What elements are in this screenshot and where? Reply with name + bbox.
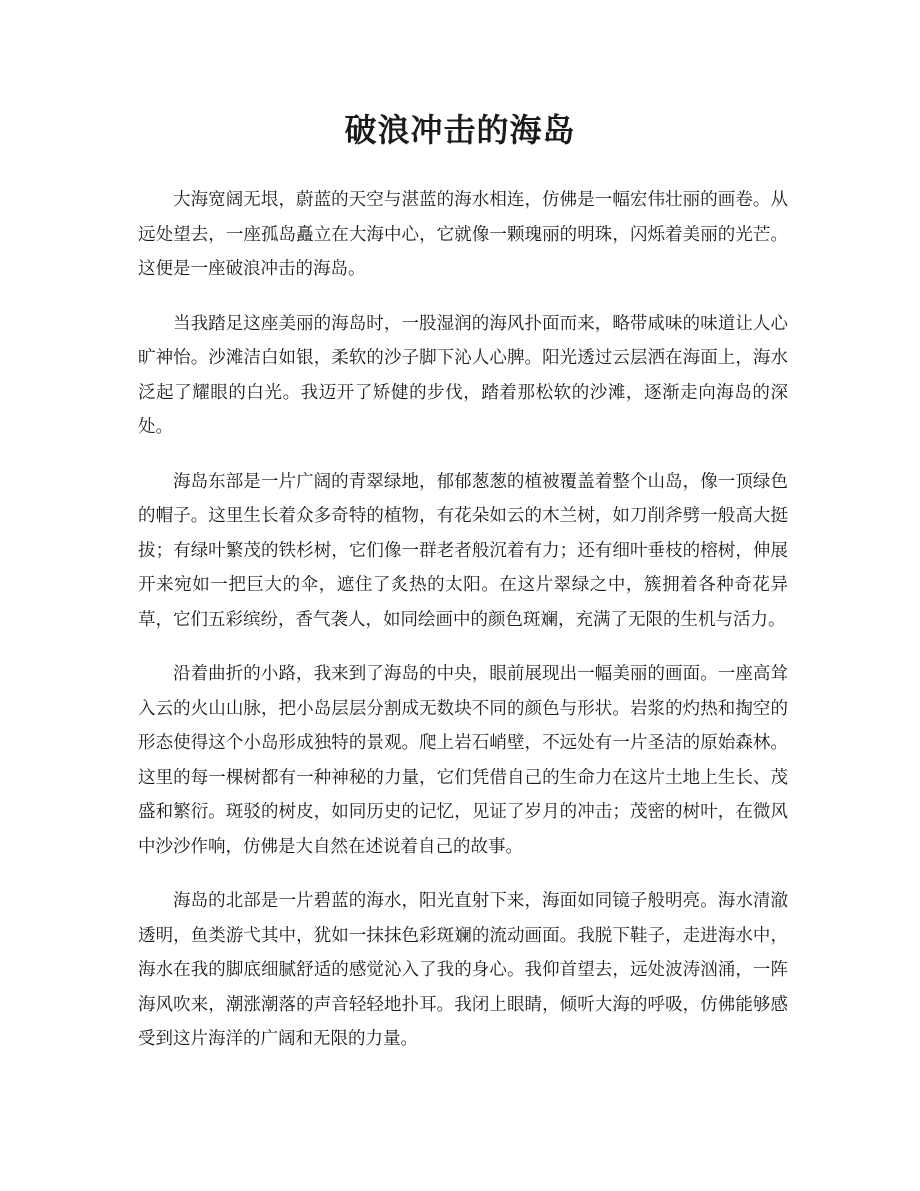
paragraph-4: 沿着曲折的小路，我来到了海岛的中央，眼前展现出一幅美丽的画面。一座高耸入云的火山山脉，把小岛层层分割成无数块不同的颜色与形状。岩浆的灼热和掏空的形态使得这个小岛形成独特的景观。爬上岩石峭壁，不远处有一片圣洁的原始森林。这里的每一棵树都有一种神秘的力量，它们凭借自己的生命力在这片土地上生长、茂盛和繁衍。斑驳的树皮，如同历史的记忆，见证了岁月的冲击；茂密的树叶，在微风中沙沙作响，仿佛是大自然在述说着自己的故事。 (138, 664, 788, 857)
paragraph-2: 当我踏足这座美丽的海岛时，一股湿润的海风扑面而来，略带咸味的味道让人心旷神怡。沙滩洁白如银，柔软的沙子脚下沁人心脾。阳光透过云层洒在海面上，海水泛起了耀眼的白光。我迈开了矫健的步伐，踏着那松软的沙滩，逐渐走向海岛的深处。 (138, 313, 788, 437)
paragraph-3: 海岛东部是一片广阔的青翠绿地，郁郁葱葱的植被覆盖着整个山岛，像一顶绿色的帽子。这里生长着众多奇特的植物，有花朵如云的木兰树，如刀削斧劈一般高大挺拔；有绿叶繁茂的铁杉树，它们像一群老者般沉着有力；还有细叶垂枝的榕树，伸展开来宛如一把巨大的伞，遮住了炙热的太阳。在这片翠绿之中，簇拥着各种奇花异草，它们五彩缤纷，香气袭人，如同绘画中的颜色斑斓，充满了无限的生机与活力。 (138, 471, 788, 630)
page-title: 破浪冲击的海岛 (344, 111, 576, 149)
article-body (138, 183, 788, 1077)
paragraph-5: 海岛的北部是一片碧蓝的海水，阳光直射下来，海面如同镜子般明亮。海水清澈透明，鱼类游弋其中，犹如一抹抹色彩斑斓的流动画面。我脱下鞋子，走进海水中，海水在我的脚底细腻舒适的感觉沁入了我的身心。我仰首望去，远处波涛汹涌，一阵海风吹来，潮涨潮落的声音轻轻地扑耳。我闭上眼睛，倾听大海的呼吸，仿佛能够感受到这片海洋的广阔和无限的力量。 (138, 891, 788, 1049)
paragraph-1: 大海宽阔无垠，蔚蓝的天空与湛蓝的海水相连，仿佛是一幅宏伟壮丽的画卷。从远处望去，一座孤岛矗立在大海中心，它就像一颗瑰丽的明珠，闪烁着美丽的光芒。这便是一座破浪冲击的海岛。 (138, 190, 788, 279)
